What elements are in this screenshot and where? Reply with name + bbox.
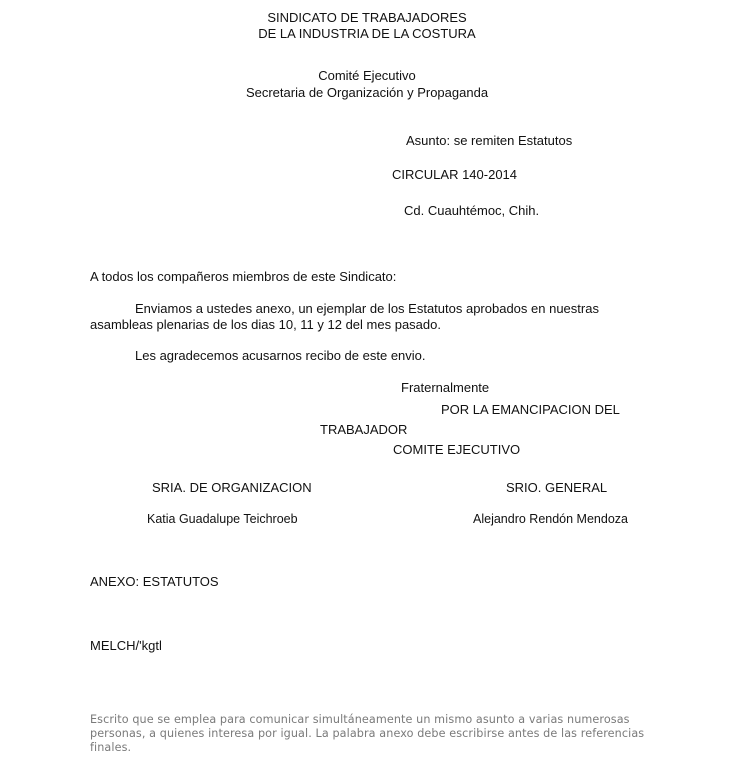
salutation: A todos los compañeros miembros de este Sindicato: [90,269,397,284]
secretariat-heading: Secretaria de Organización y Propaganda [245,85,489,100]
committee-heading: Comité Ejecutivo [318,68,416,83]
annex-line: ANEXO: ESTATUTOS [90,574,219,589]
subject-line: Asunto: se remiten Estatutos [406,133,573,148]
motto-line1: POR LA EMANCIPACION DEL [441,402,620,417]
place-line: Cd. Cuauhtémoc, Chih. [404,203,540,218]
left-signature-title: SRIA. DE ORGANIZACION [152,480,312,495]
paragraph1-line2: asambleas plenarias de los dias 10, 11 y 12 del mes pasado. [90,317,441,332]
circular-number: CIRCULAR 140-2014 [392,167,518,182]
closing-committee: COMITE EJECUTIVO [393,442,521,457]
right-signature-title: SRIO. GENERAL [506,480,608,495]
explanatory-note: Escrito que se emplea para comunicar simultáneamente un mismo asunto a varias numerosas personas, a quienes interesa por igual. La palabra anexo debe escribirse antes de las referencias finales. [90,713,645,754]
union-name-line2: DE LA INDUSTRIA DE LA COSTURA [258,26,476,41]
left-signature-name: Katia Guadalupe Teichroeb [147,512,298,526]
motto-line2: TRABAJADOR [320,422,408,437]
paragraph2: Les agradecemos acusarnos recibo de este envio. [135,348,426,363]
union-name-line1: SINDICATO DE TRABAJADORES [267,10,467,25]
farewell: Fraternalmente [401,380,490,395]
initials-line: MELCH/'kgtl [90,638,162,653]
paragraph1-line1: Enviamos a ustedes anexo, un ejemplar de los Estatutos aprobados en nuestras [135,301,599,316]
right-signature-name: Alejandro Rendón Mendoza [473,512,628,526]
